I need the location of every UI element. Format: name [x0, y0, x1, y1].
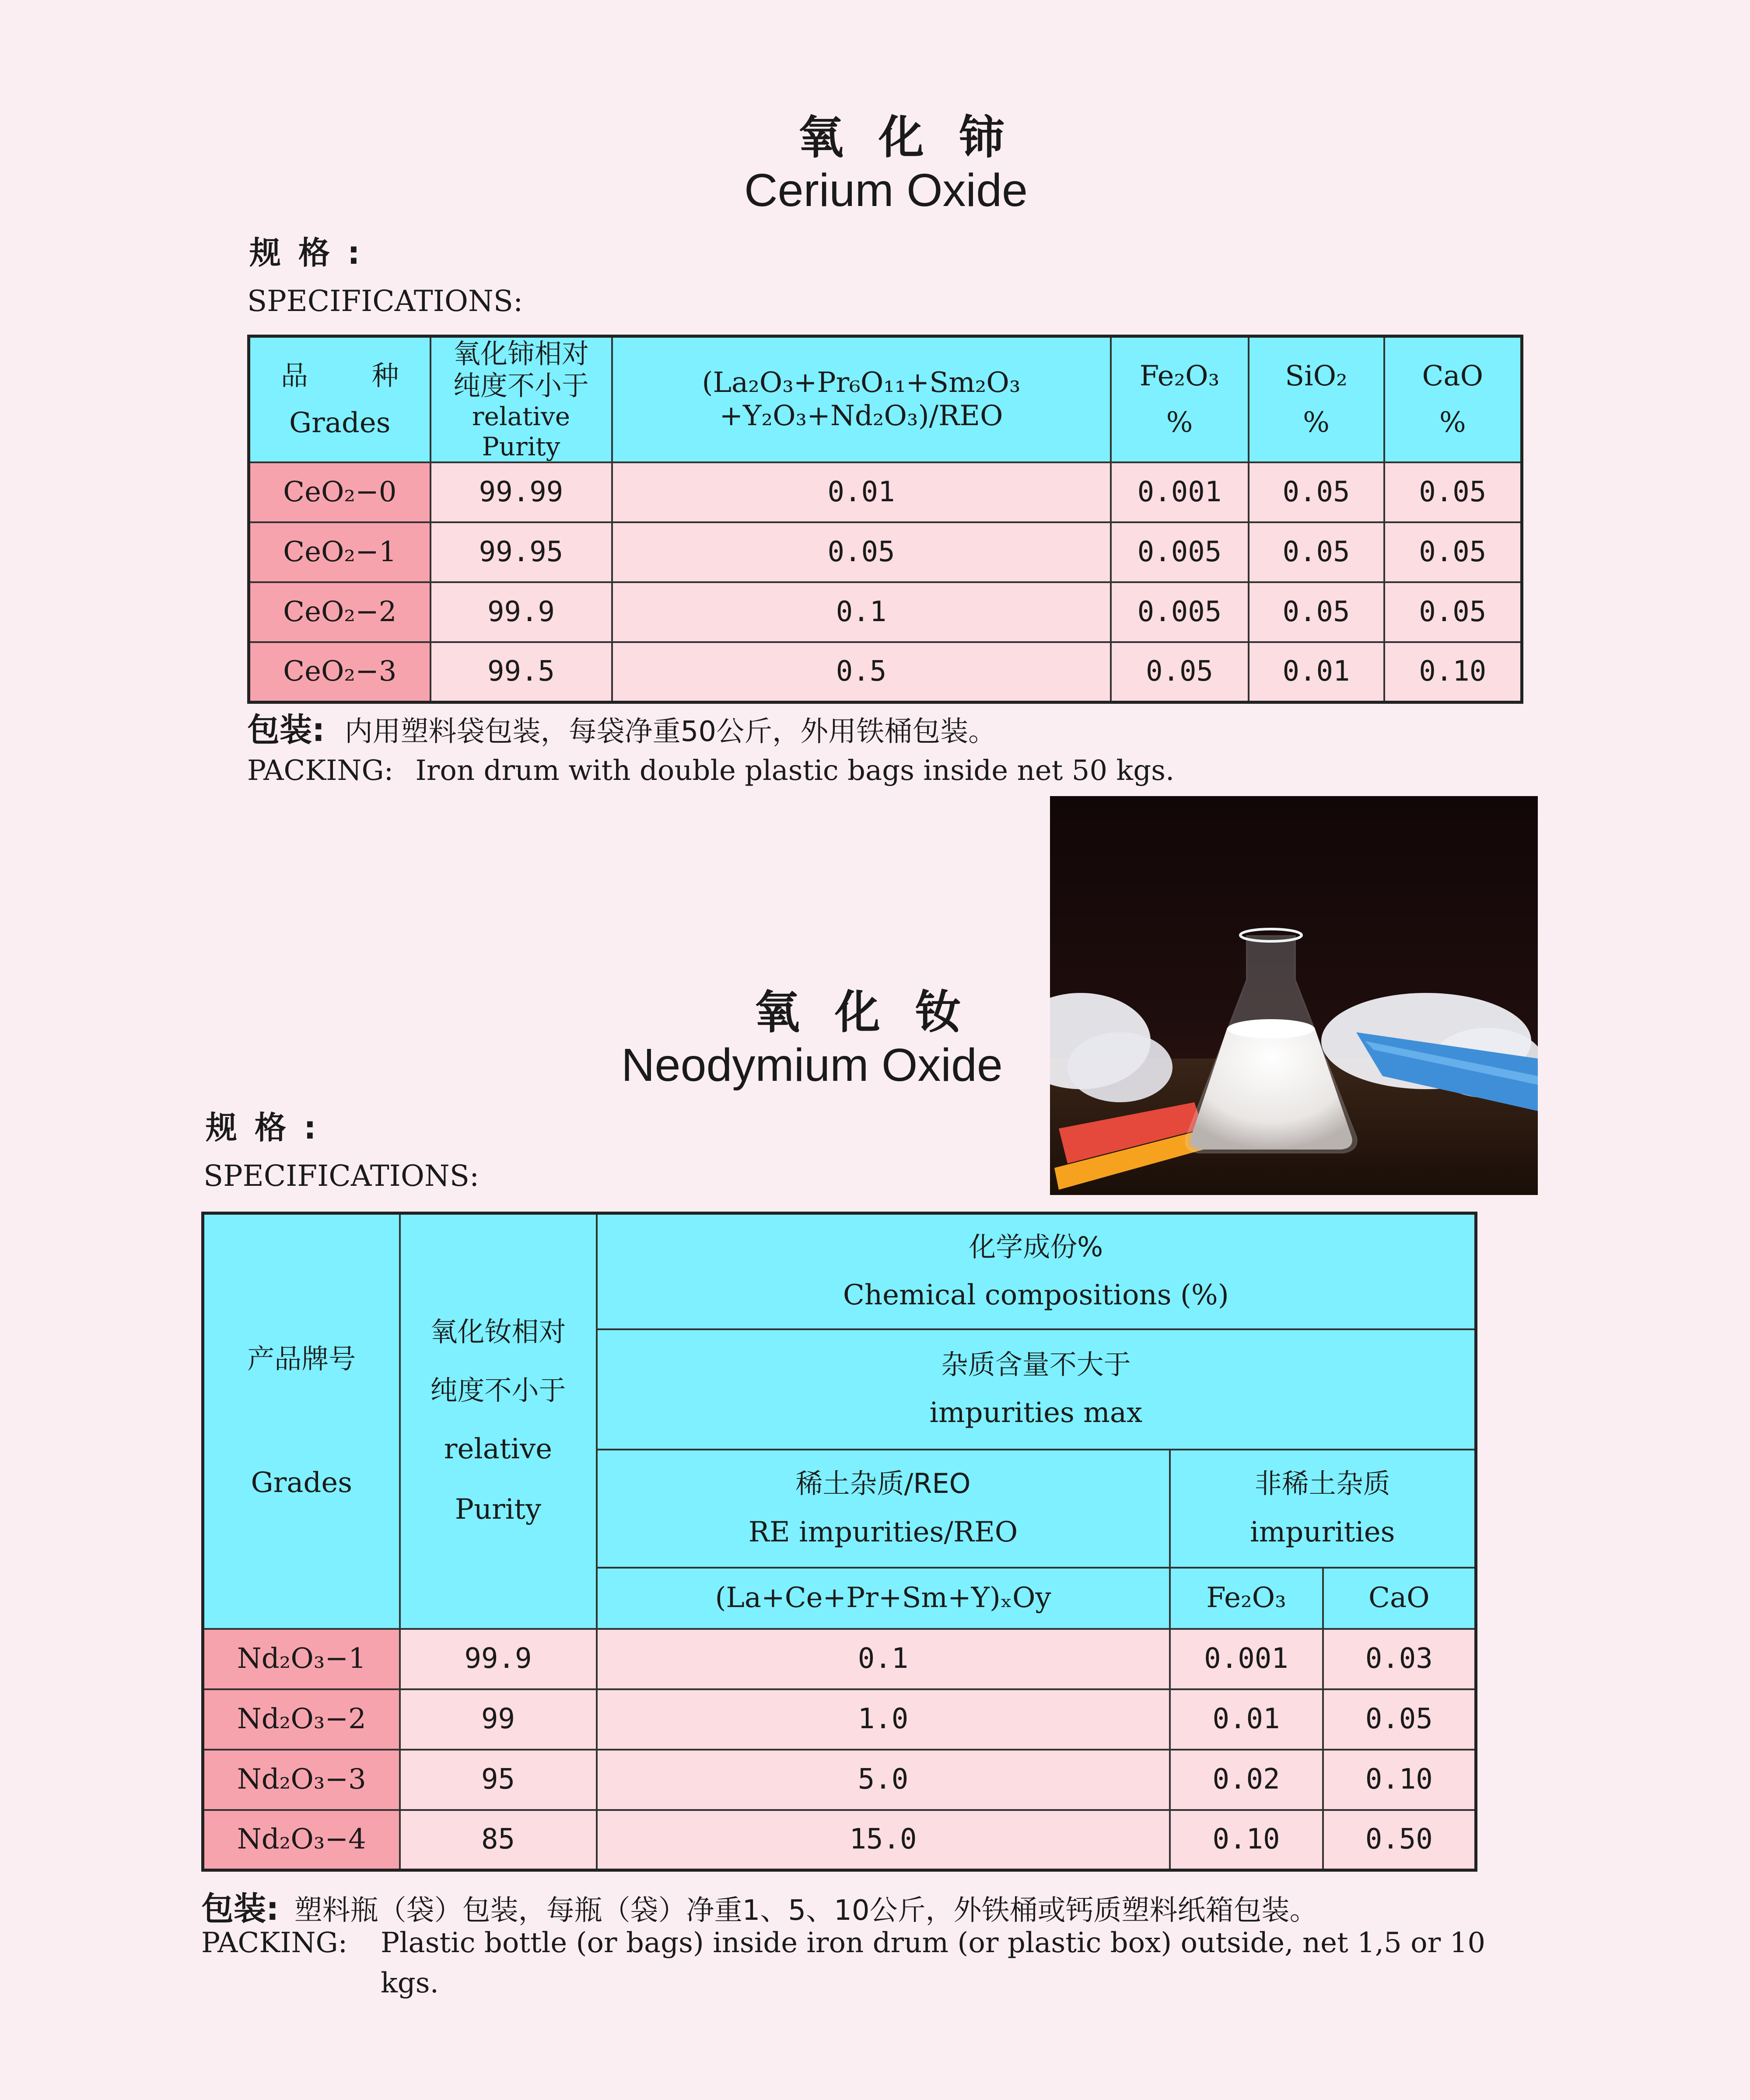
grades-en: Grades: [251, 1467, 353, 1499]
header-non-re-impurities: [1170, 1450, 1476, 1568]
ca-cell: 0.05: [1384, 462, 1522, 522]
si-cell: 0.05: [1249, 522, 1384, 582]
cerium-spec-table: [247, 335, 1523, 704]
re-en: RE impurities/REO: [748, 1516, 1018, 1548]
header-impurities-max: [597, 1329, 1476, 1450]
fe-cell: 0.001: [1111, 462, 1249, 522]
purity-cell: 99: [400, 1689, 597, 1750]
ca-cell: 0.05: [1384, 522, 1522, 582]
ca-label: CaO: [1422, 360, 1484, 393]
header-re-impurities: [597, 1450, 1170, 1568]
chem-cn: 化学成份%: [969, 1230, 1103, 1263]
header-purity: [430, 336, 612, 463]
imp-en: impurities max: [929, 1397, 1143, 1429]
grade-cell: Nd₂O₃−3: [203, 1750, 400, 1810]
purity-cell: 85: [400, 1810, 597, 1870]
table-row: [249, 462, 1522, 522]
header-fe2o3: [1111, 336, 1249, 463]
re-cell: 15.0: [597, 1810, 1170, 1870]
grade-cell: Nd₂O₃−1: [203, 1629, 400, 1689]
fe-cell: 0.02: [1170, 1750, 1323, 1810]
nre-en: impurities: [1250, 1516, 1395, 1548]
re-cell: 1.0: [597, 1689, 1170, 1750]
grades-cn: 产品牌号: [247, 1342, 356, 1375]
ca-cell: 0.10: [1323, 1750, 1476, 1810]
table-row: [249, 522, 1522, 582]
table-row: [203, 1750, 1476, 1810]
purity-en-2: Purity: [455, 1493, 542, 1526]
header-cao: CaO: [1323, 1568, 1476, 1629]
reo-cell: 0.5: [612, 642, 1111, 702]
fe-cell: 0.01: [1170, 1689, 1323, 1750]
table-row: [203, 1629, 1476, 1689]
packing-label-en: PACKING:: [247, 755, 394, 787]
packing-text-en: Iron drum with double plastic bags inside net 50 kgs.: [415, 755, 1175, 787]
purity-cell: 99.95: [430, 522, 612, 582]
neodymium-title-cn: 氧化钕: [754, 985, 996, 1039]
header-re-formula: (La+Ce+Pr+Sm+Y)ₓOy: [597, 1568, 1170, 1629]
grade-cell: CeO₂−2: [249, 582, 430, 642]
neodymium-spec-label-en: SPECIFICATIONS:: [203, 1159, 480, 1193]
header-fe2o3: Fe₂O₃: [1170, 1568, 1323, 1629]
ca-cell: 0.05: [1384, 582, 1522, 642]
si-percent: %: [1303, 406, 1330, 439]
cerium-packing-en: [247, 755, 1174, 787]
reo-cell: 0.01: [612, 462, 1111, 522]
purity-cn-2: 纯度不小于: [453, 370, 589, 402]
si-cell: 0.05: [1249, 462, 1384, 522]
purity-en: relative Purity: [472, 402, 570, 461]
grade-cell: CeO₂−0: [249, 462, 430, 522]
purity-cell: 99.9: [430, 582, 612, 642]
si-cell: 0.05: [1249, 582, 1384, 642]
packing-text-en-2: kgs.: [381, 1967, 439, 1999]
product-photo: [1050, 796, 1538, 1195]
re-cn: 稀土杂质/REO: [795, 1468, 971, 1500]
neodymium-packing-en: [201, 1927, 1486, 1999]
si-cell: 0.01: [1249, 642, 1384, 702]
header-purity: [400, 1213, 597, 1629]
re-cell: 5.0: [597, 1750, 1170, 1810]
neodymium-title-en: Neodymium Oxide: [621, 1039, 1003, 1091]
grades-cn-a: 品: [281, 359, 308, 391]
ca-cell: 0.05: [1323, 1689, 1476, 1750]
ca-percent: %: [1439, 406, 1466, 439]
fe-percent: %: [1166, 406, 1193, 439]
fe-cell: 0.001: [1170, 1629, 1323, 1689]
neodymium-spec-table: [201, 1212, 1477, 1872]
reo-cell: 0.05: [612, 522, 1111, 582]
table-row: [249, 642, 1522, 702]
packing-label-en: PACKING:: [201, 1927, 348, 1959]
header-reo: [612, 336, 1111, 463]
ca-cell: 0.03: [1323, 1629, 1476, 1689]
ca-cell: 0.50: [1323, 1810, 1476, 1870]
purity-cell: 99.5: [430, 642, 612, 702]
cerium-spec-label-en: SPECIFICATIONS:: [247, 284, 523, 318]
flask-photo-illustration: [1050, 796, 1538, 1195]
grade-cell: Nd₂O₃−4: [203, 1810, 400, 1870]
purity-cn-2: 纯度不小于: [430, 1374, 566, 1406]
neodymium-packing-cn: [201, 1883, 1318, 1929]
grades-en: Grades: [289, 406, 391, 439]
reo-cell: 0.1: [612, 582, 1111, 642]
packing-text-cn: 内用塑料袋包装，每袋净重50公斤，外用铁桶包装。: [344, 716, 997, 748]
cerium-header-row: [249, 336, 1522, 463]
cerium-packing-cn: [247, 704, 996, 751]
cerium-spec-label-cn: 规格:: [249, 234, 378, 271]
purity-cell: 99.9: [400, 1629, 597, 1689]
header-cao: [1384, 336, 1522, 463]
table-row: [249, 582, 1522, 642]
packing-label-cn: 包装:: [247, 711, 325, 749]
nre-cn: 非稀土杂质: [1254, 1468, 1390, 1500]
table-row: [203, 1810, 1476, 1870]
imp-cn: 杂质含量不大于: [941, 1348, 1131, 1380]
header-grades: [203, 1213, 400, 1629]
fe-cell: 0.10: [1170, 1810, 1323, 1870]
purity-cn-1: 氧化钕相对: [430, 1316, 566, 1348]
re-cell: 0.1: [597, 1629, 1170, 1689]
fe-cell: 0.005: [1111, 582, 1249, 642]
header-sio2: [1249, 336, 1384, 463]
chem-en: Chemical compositions (%): [843, 1279, 1229, 1311]
grades-cn-b: 种: [371, 359, 399, 391]
purity-cell: 95: [400, 1750, 597, 1810]
packing-text-en-1: Plastic bottle (or bags) inside iron drum (or plastic box) outside, net 1,5 or 10: [381, 1927, 1486, 1959]
table-row: [203, 1689, 1476, 1750]
reo-line-2: +Y₂O₃+Nd₂O₃)/REO: [719, 399, 1003, 432]
purity-cell: 99.99: [430, 462, 612, 522]
purity-en-1: relative: [444, 1433, 553, 1465]
cerium-title-en: Cerium Oxide: [744, 164, 1028, 216]
reo-line-1: (La₂O₃+Pr₆O₁₁+Sm₂O₃: [702, 367, 1021, 399]
header-grades: [249, 336, 430, 463]
packing-text-cn: 塑料瓶（袋）包装，每瓶（袋）净重1、5、10公斤，外铁桶或钙质塑料纸箱包装。: [294, 1894, 1318, 1927]
header-chem-compositions: [597, 1213, 1476, 1329]
purity-cn-1: 氧化铈相对: [453, 338, 589, 370]
grade-cell: CeO₂−3: [249, 642, 430, 702]
si-label: SiO₂: [1285, 360, 1348, 393]
fe-cell: 0.05: [1111, 642, 1249, 702]
fe-label: Fe₂O₃: [1139, 360, 1220, 393]
fe-cell: 0.005: [1111, 522, 1249, 582]
cerium-title-cn: 氧化铈: [798, 111, 1040, 164]
ca-cell: 0.10: [1384, 642, 1522, 702]
grade-cell: CeO₂−1: [249, 522, 430, 582]
neodymium-spec-label-cn: 规格:: [206, 1109, 334, 1146]
grade-cell: Nd₂O₃−2: [203, 1689, 400, 1750]
packing-label-cn: 包装:: [201, 1890, 279, 1928]
